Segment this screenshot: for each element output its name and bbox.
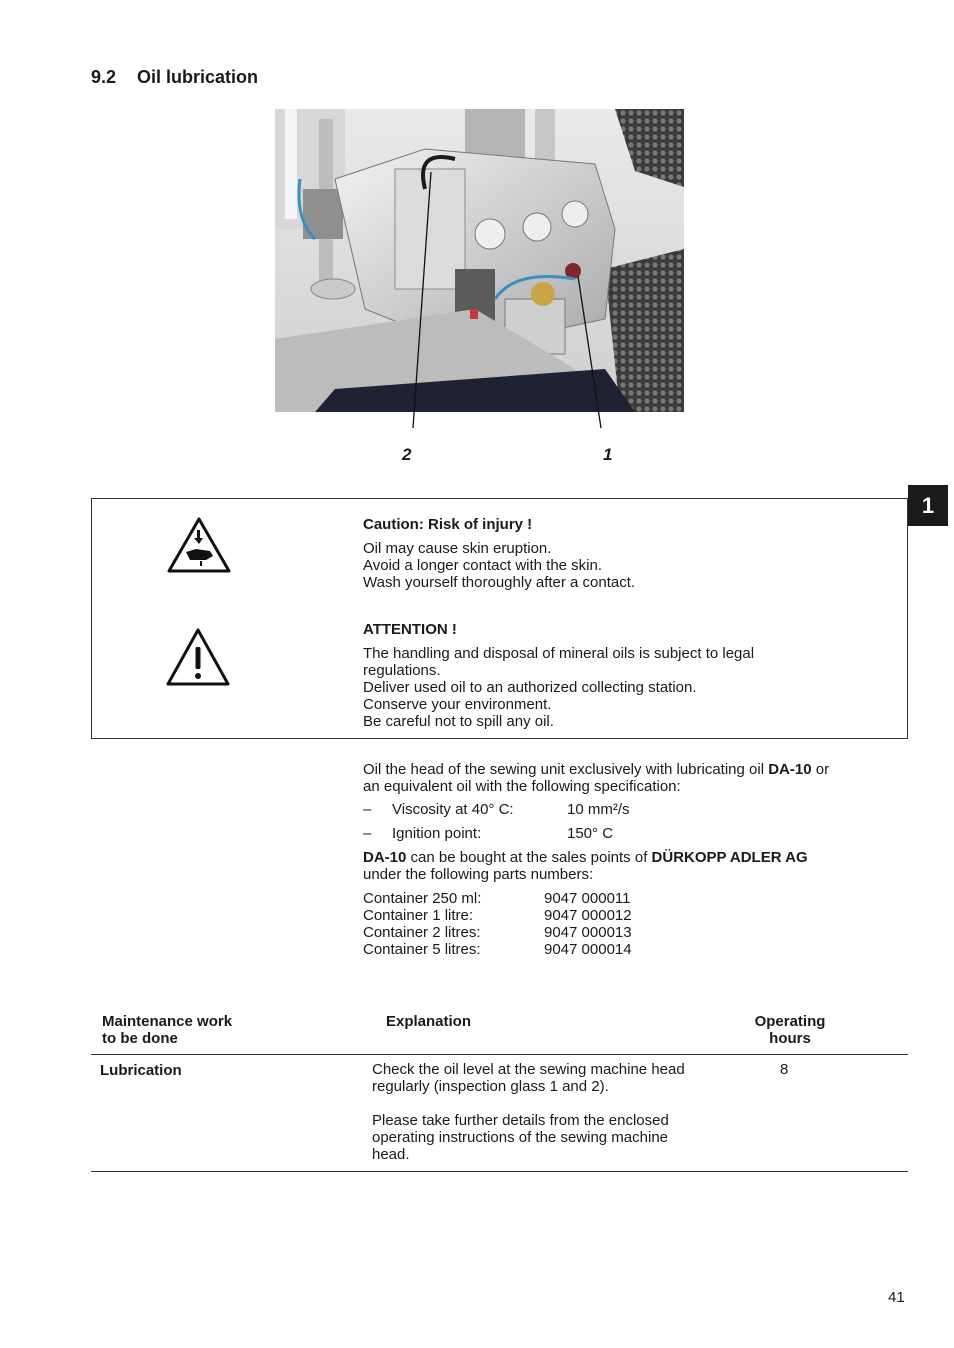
container-list	[363, 890, 632, 958]
spec-label: Ignition point:	[392, 825, 482, 842]
caution-line: Oil may cause skin eruption.	[363, 540, 552, 557]
table-header-rule	[91, 1054, 908, 1055]
attention-heading: ATTENTION !	[363, 621, 457, 638]
list-item	[363, 890, 632, 907]
spec-dash: –	[363, 801, 372, 818]
attention-line: regulations.	[363, 662, 441, 679]
oil-intro-text: Oil the head of the sewing unit exclusively with lubricating oil	[363, 761, 769, 778]
table-header-work	[102, 1013, 232, 1047]
spec-item-ignition	[363, 825, 613, 842]
oil-product-name: DA-10	[768, 761, 812, 778]
oil-intro-line2: an equivalent oil with the following specification:	[363, 778, 681, 795]
table-cell-work: Lubrication	[100, 1062, 182, 1079]
container-label: Container 2 litres:	[363, 924, 481, 941]
header-line: Operating	[754, 1013, 826, 1030]
oil-intro	[363, 761, 908, 795]
list-item	[363, 924, 632, 941]
table-header-explanation: Explanation	[386, 1013, 472, 1030]
spec-label: Viscosity at 40° C:	[392, 801, 514, 818]
container-label: Container 1 litre:	[363, 907, 474, 924]
spec-value: 150° C	[567, 825, 614, 842]
page-number: 41	[888, 1289, 905, 1306]
callout-leaders	[400, 160, 610, 430]
callout-label-2: 2	[402, 445, 412, 464]
explanation-line: regularly (inspection glass 1 and 2).	[372, 1078, 609, 1095]
caution-text	[363, 540, 635, 591]
callout-label-1: 1	[603, 445, 613, 464]
attention-block	[363, 621, 754, 730]
leader-line-2	[413, 172, 431, 428]
exclamation-warning-icon	[165, 627, 231, 687]
purchase-info	[363, 849, 908, 883]
caution-block	[363, 516, 635, 591]
purchase-text: can be bought at the sales points of	[406, 849, 652, 866]
purchase-product-name: DA-10	[363, 849, 407, 866]
table-cell-hours: 8	[780, 1061, 789, 1078]
section-number: 9.2	[91, 67, 117, 87]
company-name: DÜRKOPP ADLER AG	[651, 849, 808, 866]
part-number: 9047 000012	[544, 907, 632, 924]
attention-line: Be careful not to spill any oil.	[363, 713, 554, 730]
explanation-line: head.	[372, 1146, 410, 1163]
hand-hazard-warning-icon	[166, 516, 232, 574]
table-cell-explanation	[372, 1061, 685, 1163]
attention-line: Deliver used oil to an authorized collecting station.	[363, 679, 697, 696]
chapter-tab: 1	[908, 485, 948, 526]
explanation-line: Check the oil level at the sewing machine head	[372, 1061, 685, 1078]
part-number: 9047 000011	[544, 890, 631, 907]
part-number: 9047 000013	[544, 924, 632, 941]
header-line: Maintenance work	[102, 1013, 233, 1030]
caution-heading: Caution: Risk of injury !	[363, 516, 533, 533]
header-line: to be done	[102, 1030, 178, 1047]
part-number: 9047 000014	[544, 941, 632, 958]
container-label: Container 250 ml:	[363, 890, 482, 907]
header-line: hours	[769, 1030, 811, 1047]
oil-intro-text-end: or	[811, 761, 830, 778]
explanation-line: Please take further details from the enclosed	[372, 1112, 669, 1129]
table-header-hours	[749, 1013, 831, 1047]
spec-value: 10 mm²/s	[567, 801, 630, 818]
spec-item-viscosity	[363, 801, 630, 818]
attention-text	[363, 645, 754, 730]
list-item	[363, 907, 632, 924]
section-heading	[91, 67, 258, 88]
list-item	[363, 941, 632, 958]
purchase-line2: under the following parts numbers:	[363, 866, 594, 883]
explanation-line: operating instructions of the sewing machine	[372, 1129, 669, 1146]
attention-line: Conserve your environment.	[363, 696, 552, 713]
table-bottom-rule	[91, 1171, 908, 1172]
leader-line-1	[578, 276, 601, 428]
caution-line: Avoid a longer contact with the skin.	[363, 557, 603, 574]
section-title: Oil lubrication	[137, 67, 259, 87]
caution-line: Wash yourself thoroughly after a contact.	[363, 574, 636, 591]
attention-line: The handling and disposal of mineral oils is subject to legal	[363, 645, 755, 662]
spec-dash: –	[363, 825, 372, 842]
container-label: Container 5 litres:	[363, 941, 481, 958]
